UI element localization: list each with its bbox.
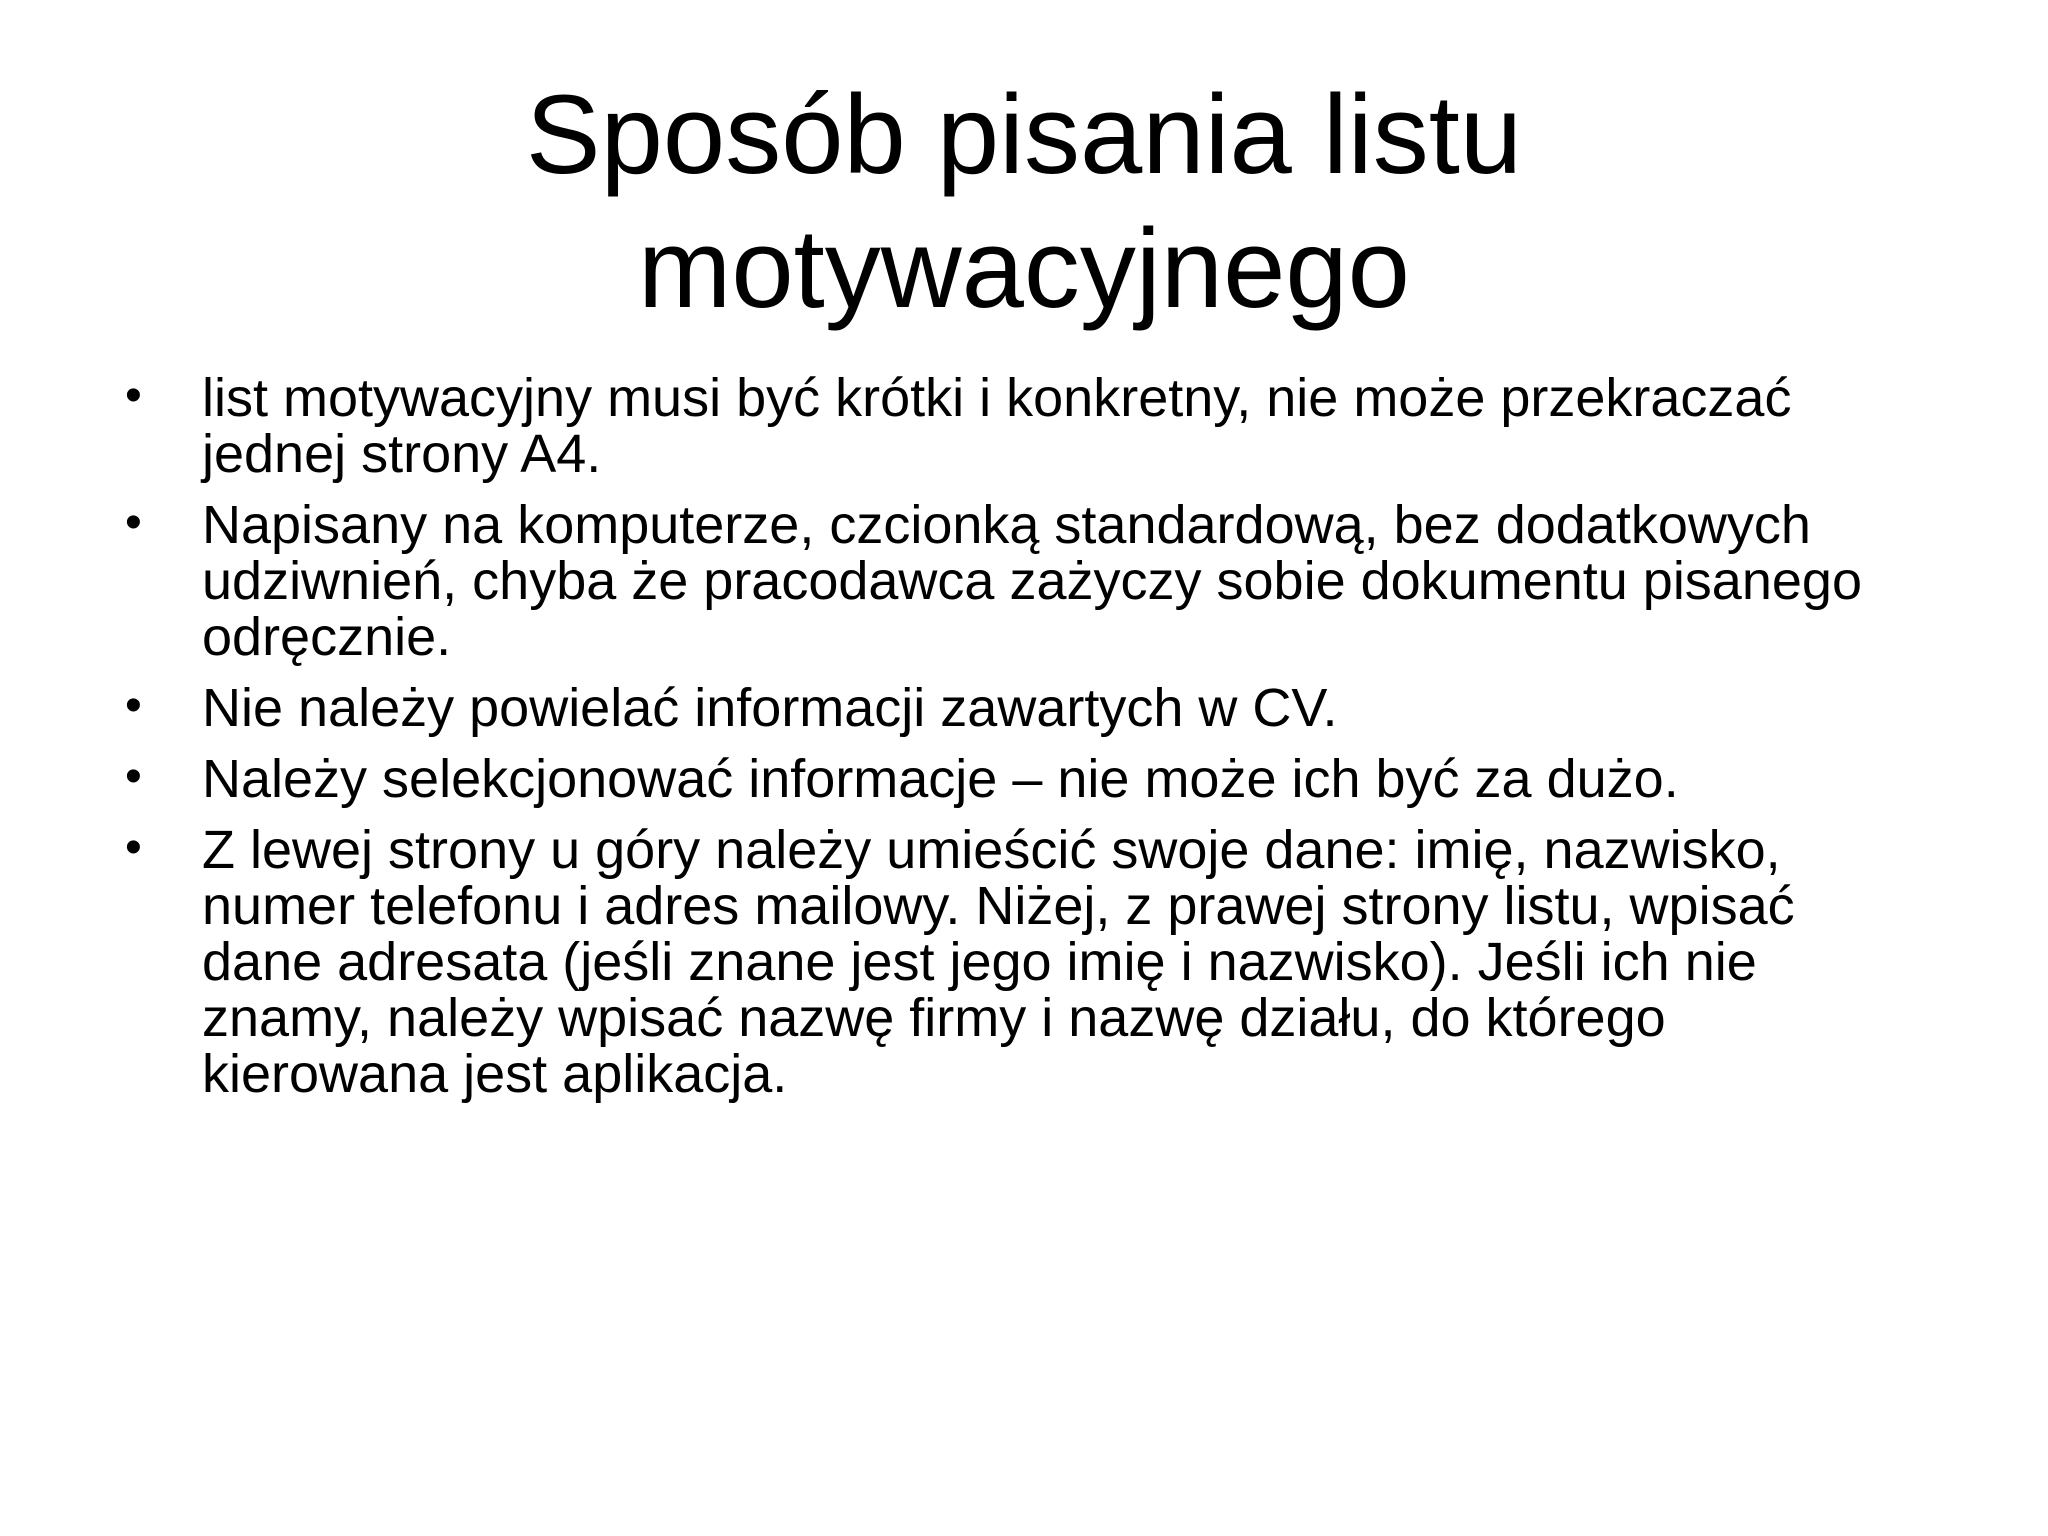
bullet-item [120, 370, 1920, 482]
bullet-text: Napisany na komputerze, czcionką standardową, bez dodatkowych udziwnień, chyba że pracodawca zażyczy sobie dokumentu pisanego odręcznie. [202, 495, 1862, 667]
bullet-item [120, 822, 1920, 1102]
bullet-list [120, 370, 1920, 1117]
bullet-icon: • [125, 369, 142, 422]
bullet-item [120, 497, 1920, 665]
bullet-text: list motywacyjny musi być krótki i konkretny, nie może przekraczać jednej strony A4. [202, 368, 1792, 484]
bullet-icon: • [125, 679, 142, 732]
bullet-text: Należy selekcjonować informacje – nie może ich być za dużo. [202, 749, 1679, 809]
bullet-icon: • [125, 496, 142, 549]
bullet-item [120, 751, 1920, 807]
bullet-text: Nie należy powielać informacji zawartych w CV. [202, 678, 1338, 738]
bullet-icon: • [125, 750, 142, 803]
bullet-icon: • [125, 821, 142, 874]
slide-title: Sposób pisania listu motywacyjnego [525, 72, 1523, 331]
bullet-text: Z lewej strony u góry należy umieścić swoje dane: imię, nazwisko, numer telefonu i adres mailowy. Niżej, z prawej strony listu, wpisać dane adresata (jeśli znane jest jego imię i nazwisko). Jeśli ich nie znamy, należy wpisać nazwę firmy i nazwę działu, do którego kierowana jest aplikacja. [202, 820, 1795, 1104]
bullet-item [120, 680, 1920, 736]
